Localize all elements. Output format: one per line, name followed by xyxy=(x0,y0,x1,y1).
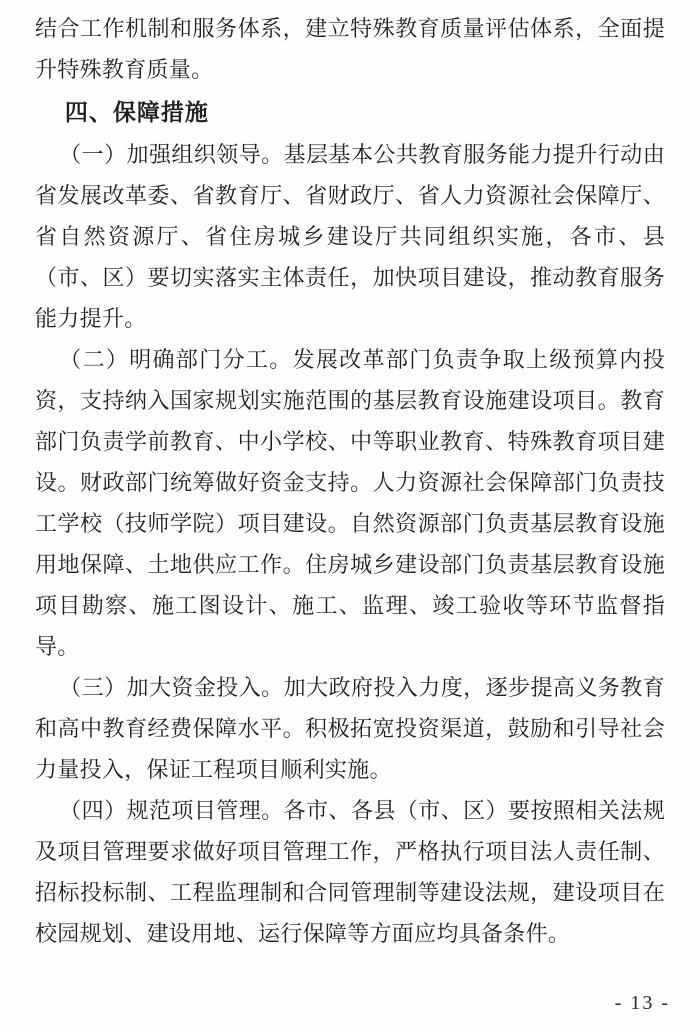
page-number: - 13 - xyxy=(614,992,670,1014)
paragraph-item-1: （一）加强组织领导。基层基本公共教育服务能力提升行动由省发展改革委、省教育厅、省财政厅、省人力资源社会保障厅、省自然资源厅、省住房城乡建设厅共同组织实施，各市、县（市、区）要切实落实主体责任，加快项目建设，推动教育服务能力提升。 xyxy=(35,142,665,331)
paragraph-item-4: （四）规范项目管理。各市、各县（市、区）要按照相关法规及项目管理要求做好项目管理工作，严格执行项目法人责任制、招标投标制、工程监理制和合同管理制等建设法规，建设项目在校园规划、建设用地、运行保障等方面应均具备条件。 xyxy=(35,798,665,946)
document-body xyxy=(35,8,665,954)
section-heading: 四、保障措施 xyxy=(64,99,209,125)
paragraph-item-3: （三）加大资金投入。加大政府投入力度，逐步提高义务教育和高中教育经费保障水平。积极拓宽投资渠道，鼓励和引导社会力量投入，保证工程项目顺利实施。 xyxy=(35,675,665,782)
paragraph-item-2: （二）明确部门分工。发展改革部门负责争取上级预算内投资，支持纳入国家规划实施范围的基层教育设施建设项目。教育部门负责学前教育、中小学校、中等职业教育、特殊教育项目建设。财政部门统筹做好资金支持。人力资源社会保障部门负责技工学校（技师学院）项目建设。自然资源部门负责基层教育设施用地保障、土地供应工作。住房城乡建设部门负责基层教育设施项目勘察、施工图设计、施工、监理、竣工验收等环节监督指导。 xyxy=(35,347,665,659)
paragraph-continuation: 结合工作机制和服务体系，建立特殊教育质量评估体系，全面提升特殊教育质量。 xyxy=(35,16,665,82)
